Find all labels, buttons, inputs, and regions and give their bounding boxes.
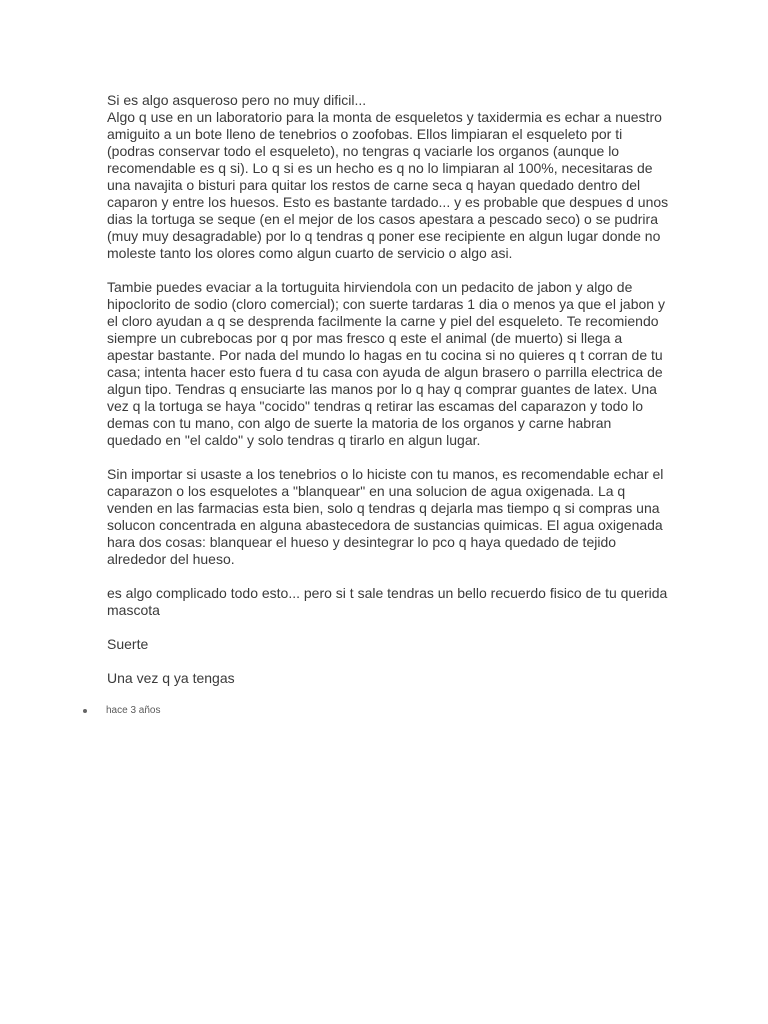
answer-line: caparon y entre los huesos. Esto es bastante tardado... y es probable que despues d unos: [107, 194, 669, 210]
answer-paragraph: [107, 279, 667, 449]
answer-line: es algo complicado todo esto... pero si t sale tendras un bello recuerdo fisico de tu querida: [107, 585, 668, 601]
answer-paragraph: [107, 585, 667, 619]
answer-line: el cloro ayudan a q se desprenda facilmente la carne y piel del esqueleto. Te recomiendo: [107, 313, 659, 329]
answer-paragraph: [107, 636, 667, 653]
answer-meta: [83, 703, 383, 719]
answer-line: dias la tortuga se seque (en el mejor de los casos apestara a pescado seco) o se pudrira: [107, 211, 658, 227]
answer-line: alrededor del hueso.: [107, 551, 235, 567]
answer-line: Una vez q ya tengas: [107, 670, 235, 686]
answer-line: casa; intenta hacer esto fuera d tu casa con ayuda de algun brasero o parrilla electrica de: [107, 364, 663, 380]
answer-line: moleste tanto los olores como algun cuarto de servicio o algo asi.: [107, 245, 513, 261]
answer-line: hipoclorito de sodio (cloro comercial); con suerte tardaras 1 dia o menos ya que el jabon y: [107, 296, 665, 312]
answer-line: caparazon o los esquelotes a "blanquear" en una solucion de agua oxigenada. La q: [107, 483, 626, 499]
answer-line: (muy muy desagradable) por lo q tendras q poner ese recipiente en algun lugar donde no: [107, 228, 661, 244]
answer-paragraph: [107, 670, 667, 687]
answer-line: mascota: [107, 602, 160, 618]
answer-line: (podras conservar todo el esqueleto), no tengras q vaciarle los organos (aunque lo: [107, 143, 620, 159]
answer-line: hara dos cosas: blanquear el hueso y desintegrar lo pco q haya quedado de tejido: [107, 534, 617, 550]
answer-line: amiguito a un bote lleno de tenebrios o zoofobas. Ellos limpiaran el esqueleto por ti: [107, 126, 623, 142]
answer-line: Si es algo asqueroso pero no muy dificil...: [107, 92, 367, 108]
answer-line: apestar bastante. Por nada del mundo lo hagas en tu cocina si no quieres q t corran de tu: [107, 347, 663, 363]
answer-line: siempre un cubrebocas por q por mas fresco q este el animal (de muerto) si llega a: [107, 330, 623, 346]
answer-line: quedado en "el caldo" y solo tendras q tirarlo en algun lugar.: [107, 432, 481, 448]
answer-line: demas con tu mano, con algo de suerte la matoria de los organos y carne habran: [107, 415, 612, 431]
answer-line: venden en las farmacias esta bien, solo q tendras q dejarla mas tiempo q si compras una: [107, 500, 660, 516]
answer-paragraph: [107, 92, 667, 262]
answer-timestamp: hace 3 años: [106, 705, 161, 716]
answer-line: Sin importar si usaste a los tenebrios o lo hiciste con tu manos, es recomendable echar el: [107, 466, 664, 482]
answer-line: una navajita o bisturi para quitar los restos de carne seca q hayan quedado dentro del: [107, 177, 641, 193]
answer-body: [107, 92, 667, 704]
answer-line: Algo q use en un laboratorio para la monta de esqueletos y taxidermia es echar a nuestro: [107, 109, 662, 125]
answer-line: recomendable es q si). Lo q si es un hecho es q no lo limpiaran al 100%, necesitaras de: [107, 160, 653, 176]
answer-line: Tambie puedes evaciar a la tortuguita hirviendola con un pedacito de jabon y algo de: [107, 279, 633, 295]
answer-paragraph: [107, 466, 667, 568]
answer-line: vez q la tortuga se haya "cocido" tendras q retirar las escamas del caparazon y todo lo: [107, 398, 644, 414]
bullet-dot-icon: [83, 709, 87, 713]
answer-line: algun tipo. Tendras q ensuciarte las manos por lo q hay q comprar guantes de latex. Una: [107, 381, 657, 397]
answer-line: solucon concentrada en alguna abastecedora de sustancias quimicas. El agua oxigenada: [107, 517, 663, 533]
answer-line: Suerte: [107, 636, 149, 652]
